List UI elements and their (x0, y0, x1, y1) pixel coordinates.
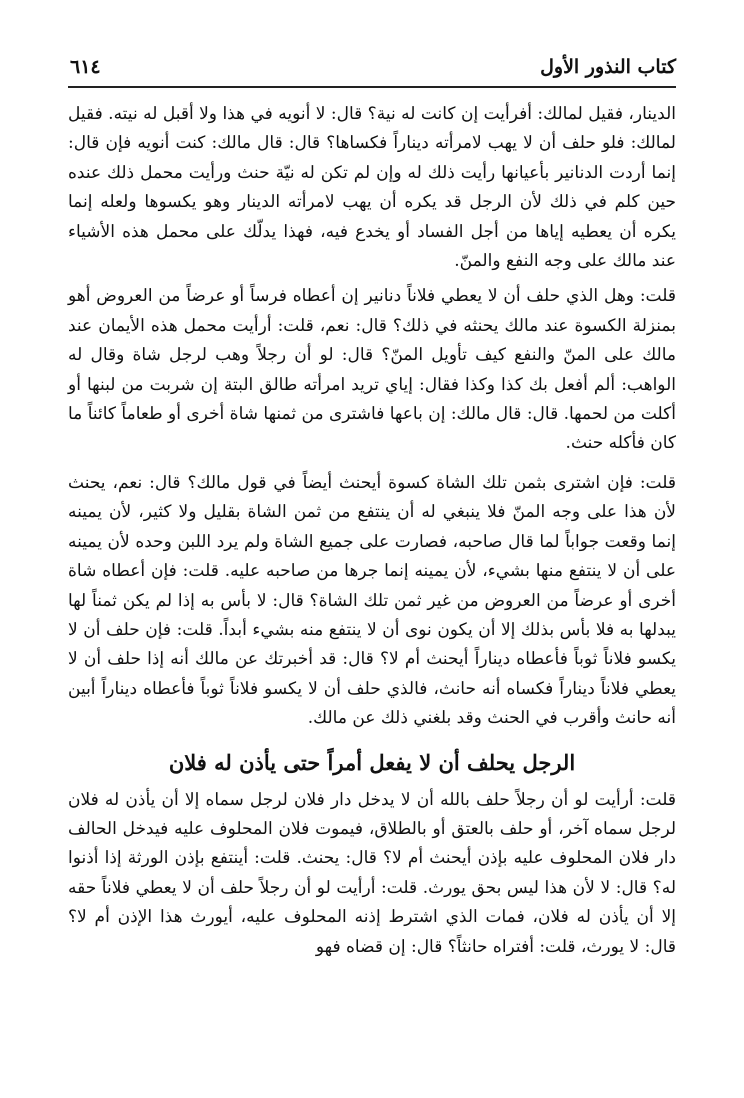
section-heading: الرجل يحلف أن لا يفعل أمراً حتى يأذن له فلان (168, 749, 576, 775)
paragraph-4: قلت: أرأيت لو أن رجلاً حلف بالله أن لا يدخل دار فلان لرجل سماه إلا أن يأذن له فلان لرجل سماه آخر، أو حلف بالعتق أو بالطلاق، فيموت فلان المحلوف عليه فيدخل الحالف دار فلان المحلوف عليه بإذن أيحنث أم لا؟ قال: يحنث. قلت: أينتفع بإذن الورثة إذا أذنوا له؟ قال: لا لأن هذا ليس بحق يورث. قلت: أرأيت لو أن رجلاً حلف أن لا يعطي فلاناً حقه إلا أن يأذن له فلان، فمات الذي اشترط إذنه المحلوف عليه، أيورث هذا الإذن أم لا؟ قال: لا يورث، قلت: أفتراه حانثاً؟ قال: إن قضاه فهو (68, 789, 676, 957)
spacer (68, 459, 676, 469)
running-title: كتاب النذور الأول (540, 56, 676, 78)
page-number: ٦١٤ (70, 56, 101, 78)
paragraph-2: قلت: وهل الذي حلف أن لا يعطي فلاناً دنانير إن أعطاه فرساً أو عرضاً من العروض أهو بمنزلة الكسوة عند مالك يحنثه في ذلك؟ قال: نعم، قلت: أرأيت محمل هذه الأيمان عند مالك على المنّ والنفع كيف تأويل المنّ؟ قال: لو أن رجلاً وهب لرجل شاة وقال له الواهب: ألم أفعل بك كذا وكذا فقال: إياي تريد امرأته طالق البتة إن شربت من لبنها أو أكلت من لحمها. قال: قال مالك: إن باعها فاشترى من ثمنها شاة أخرى أو طعاماً كائناً ما كان فأكله حنث. (68, 286, 677, 454)
paragraph-3: قلت: فإن اشترى بثمن تلك الشاة كسوة أيحنث أيضاً في قول مالك؟ قال: نعم، يحنث لأن هذا على وجه المنّ فلا ينبغي له أن ينتفع من ثمن الشاة بقليل ولا كثير، لأن يمينه إنما وقعت جواباً لما قال صاحبه، فصارت على جميع الشاة ولم يرد اللبن وحده لأن يمينه على أن لا ينتفع منها بشيء، لأن يمينه إنما جرها من صاحبه عليه. قلت: فإن أعطاه شاة أخرى أو عرضاً من العروض من غير ثمن تلك الشاة؟ قال: لا بأس به إذا لم يكن ثمناً لها يبدلها به فلا بأس بذلك إلا أن يكون نوى أن لا ينتفع منه بشيء أبداً. قلت: فإن حلف أن لا يكسو فلاناً ثوباً فأعطاه ديناراً أيحنث أم لا؟ قال: قد أخبرتك عن مالك أنه إذا حلف أن لا يعطي فلاناً ديناراً فكساه أنه حانث، فالذي حلف أن لا يكسو فلاناً ثوباً فأعطاه ديناراً أبين أنه حانث وأقرب في الحنث وقد بلغني ذلك عن مالك. (68, 472, 676, 729)
paragraph-1: الدينار، فقيل لمالك: أفرأيت إن كانت له نية؟ قال: لا أنويه في هذا ولا أقبل له نيته. فقيل لمالك: فلو حلف أن لا يهب لامرأته ديناراً فكساها؟ قال: قال مالك: كنت أنويه فإن قال: إنما أردت الدنانير بأعيانها رأيت ذلك له وإن لم تكن له نيّة حنث ورأيت محمل ذلك عنده حين كلم في ذلك لأن الرجل قد يكره أن يهب لامرأته الدينار وهو يكسوها ولعله إنما يكره أن يعطيه إياها من أجل الفساد أو يخدع فيه، فهذا يدلّك على محمل هذه الأشياء عند مالك على وجه النفع والمنّ. (68, 104, 676, 272)
header-divider (68, 86, 676, 88)
page-body (68, 100, 676, 962)
page-header (68, 52, 676, 88)
